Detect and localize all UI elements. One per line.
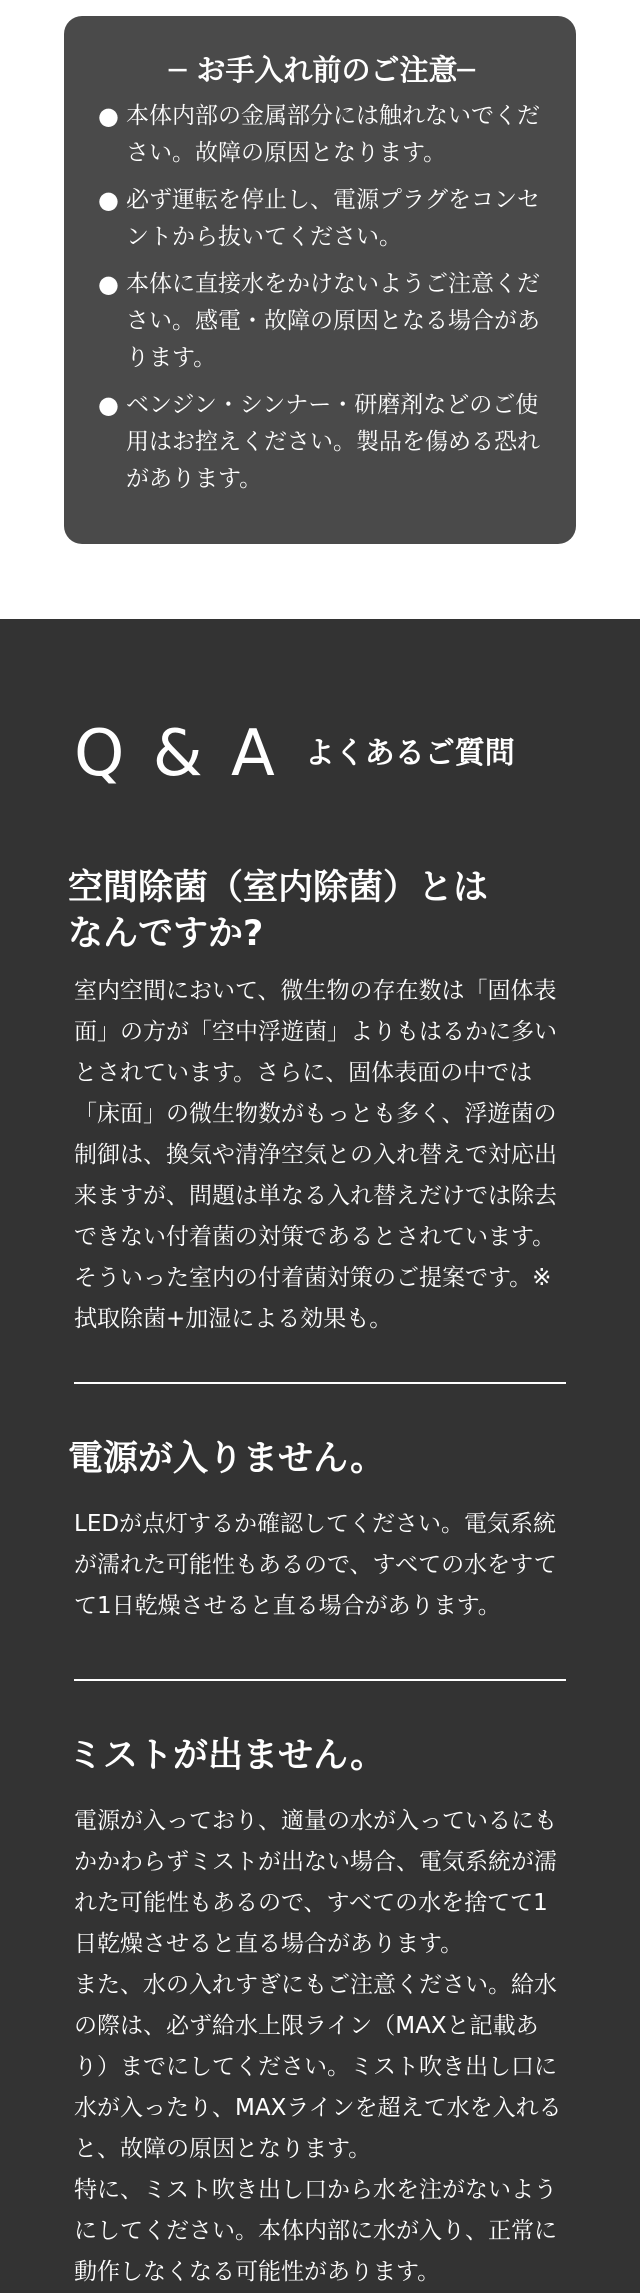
- bullet-icon: ●: [98, 102, 119, 130]
- answer-paragraph: 電源が入っており、適量の水が入っているにもかかわらずミストが出ない場合、電気系統が濡れた可能性もあるので、すべての水を捨てて1日乾燥させると直る場合があります。: [74, 1808, 557, 1957]
- caution-box: [64, 16, 576, 544]
- qa-section: [0, 619, 640, 2293]
- bullet-icon: ●: [98, 270, 119, 298]
- caution-item: [98, 266, 546, 377]
- qa-item-power: [68, 1436, 566, 1627]
- divider: [74, 1382, 566, 1384]
- caution-item-text: 本体内部の金属部分には触れないでください。故障の原因となります。: [126, 103, 540, 166]
- bullet-icon: ●: [98, 186, 119, 214]
- caution-item: [98, 387, 546, 498]
- qa-logo: Q & A: [74, 717, 279, 791]
- caution-title: ─ お手入れ前のご注意─: [168, 53, 475, 87]
- answer-paragraph: 室内空間において、微生物の存在数は「固体表面」の方が「空中浮遊菌」よりもはるかに多いとされています。さらに、固体表面の中では「床面」の微生物数がもっとも多く、浮遊菌の制御は、換気や清浄空気との入れ替えで対応出来ますが、問題は単なる入れ替えだけでは除去できない付着菌の対策であるとされています。そういった室内の付着菌対策のご提案です。※拭取除菌+加湿による効果も。: [74, 978, 557, 1332]
- caution-section: [0, 0, 640, 619]
- answer-paragraph: LEDが点灯するか確認してください。電気系統が濡れた可能性もあるので、すべての水をすてて1日乾燥させると直る場合があります。: [74, 1511, 557, 1619]
- caution-item: [98, 182, 546, 256]
- caution-item: [98, 98, 546, 172]
- answer-paragraph: 特に、ミスト吹き出し口から水を注がないようにしてください。本体内部に水が入り、正常に動作しなくなる可能性があります。: [74, 2177, 557, 2285]
- qa-heading: [74, 619, 566, 789]
- answer: [74, 1801, 566, 2293]
- qa-subtitle: よくあるご質問: [304, 736, 515, 771]
- question: 電源が入りません。: [68, 1439, 386, 1479]
- caution-list: [98, 98, 546, 498]
- answer-paragraph: また、水の入れすぎにもご注意ください。給水の際は、必ず給水上限ライン（MAXと記載あり）までにしてください。ミスト吹き出し口に水が入ったり、MAXラインを超えて水を入れると、故障の原因となります。: [74, 1972, 562, 2162]
- caution-item-text: ベンジン・シンナー・研磨剤などのご使用はお控えください。製品を傷める恐れがあります。: [126, 392, 540, 492]
- answer: [74, 1504, 566, 1627]
- bullet-icon: ●: [98, 391, 119, 419]
- caution-item-text: 本体に直接水をかけないようご注意ください。感電・故障の原因となる場合があります。: [126, 271, 540, 371]
- divider: [74, 1679, 566, 1681]
- answer: [74, 971, 566, 1340]
- qa-item-mist: [68, 1733, 566, 2293]
- question: ミストが出ません。: [68, 1736, 386, 1776]
- caution-item-text: 必ず運転を停止し、電源プラグをコンセントから抜いてください。: [126, 187, 540, 250]
- qa-item-air-sterilization: [68, 865, 566, 1340]
- question: 空間除菌（室内除菌）とはなんですか?: [68, 868, 489, 954]
